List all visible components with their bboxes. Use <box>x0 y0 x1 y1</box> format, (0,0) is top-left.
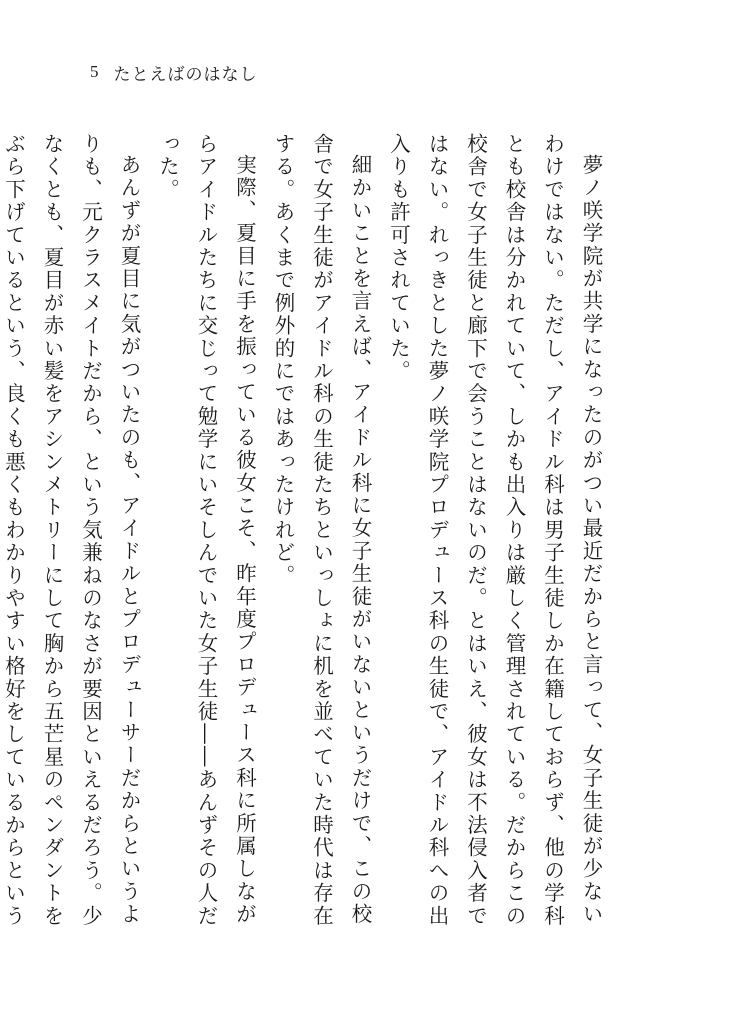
paragraph-1: 夢ノ咲学院が共学になったのがつい最近だからと言って、女子生徒が少ないわけではない。ただし、アイドル科は男子生徒しか在籍しておらず、他の学科とも校舎は分かれていて、しかも出入りは厳しく管理されている。だからこの校舎で女子生徒と廊下で会うことはないのだ。とはいえ、彼女は不法侵入者ではない。れっきとした夢ノ咲学院プロデュース科の生徒で、アイドル科への出入りも許可されていた。 <box>386 133 603 928</box>
paragraph-3: 実際、夏目に手を振っている彼女こそ、昨年度プロデュース科に所属しながらアイドルたちに交じって勉学にいそしんでいた女子生徒――あんずその人だった。 <box>155 133 257 928</box>
paragraph-2: 細かいことを言えば、アイドル科に女子生徒がいないというだけで、この校舎で女子生徒がアイドル科の生徒たちといっしょに机を並べていた時代は存在する。あくまで例外的にではあったけれど。 <box>271 133 372 928</box>
chapter-title: たとえばのはなし <box>113 64 258 85</box>
page-number: 5 <box>90 62 100 81</box>
vertical-body-text <box>1 133 610 933</box>
paragraph-4: あんずが夏目に気がついたのも、アイドルとプロデューサーだからというよりも、元クラスメイトだから、という気兼ねのなさが要因といえるだろう。少なくとも、夏目が赤い髪をアシンメトリーにして胸から五芒星のペンダントをぶら下げているという、良くも悪くもわかりやすい格好をしているからという <box>1 133 141 928</box>
running-header <box>90 60 258 84</box>
